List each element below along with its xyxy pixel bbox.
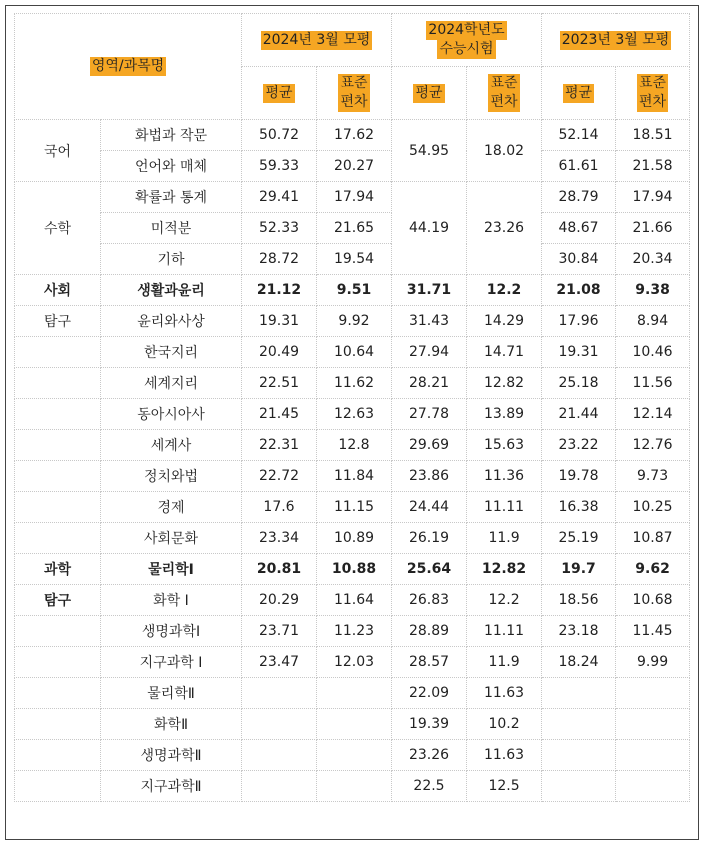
- value-cell: [242, 678, 317, 709]
- value-cell: 11.23: [317, 616, 392, 647]
- area-science-line1: 과학: [15, 554, 101, 585]
- value-cell: 9.92: [317, 306, 392, 337]
- value-cell: [317, 771, 392, 802]
- value-cell: 19.39: [392, 709, 467, 740]
- table-row: [15, 585, 690, 616]
- value-cell: 10.87: [616, 523, 690, 554]
- table-row: [15, 740, 690, 771]
- value-cell: 10.46: [616, 337, 690, 368]
- area-empty: [15, 492, 101, 523]
- value-cell: 31.71: [392, 275, 467, 306]
- value-cell: [242, 740, 317, 771]
- value-cell: 27.78: [392, 399, 467, 430]
- value-cell: 11.64: [317, 585, 392, 616]
- value-cell: 23.47: [242, 647, 317, 678]
- subject-cell: 화학Ⅱ: [101, 709, 242, 740]
- area-empty: [15, 740, 101, 771]
- value-cell: 9.99: [616, 647, 690, 678]
- value-cell: 12.8: [317, 430, 392, 461]
- value-cell: 12.82: [467, 554, 542, 585]
- value-cell: 18.56: [542, 585, 616, 616]
- value-cell: 26.19: [392, 523, 467, 554]
- value-cell: 10.64: [317, 337, 392, 368]
- subject-cell: 세계지리: [101, 368, 242, 399]
- value-cell: 10.89: [317, 523, 392, 554]
- subject-cell: 한국지리: [101, 337, 242, 368]
- value-cell: 28.57: [392, 647, 467, 678]
- value-cell: 29.41: [242, 182, 317, 213]
- value-cell: 22.5: [392, 771, 467, 802]
- value-cell: 17.96: [542, 306, 616, 337]
- value-cell: 11.15: [317, 492, 392, 523]
- table-row: [15, 430, 690, 461]
- value-cell: 23.34: [242, 523, 317, 554]
- value-cell: [616, 678, 690, 709]
- value-cell: 20.29: [242, 585, 317, 616]
- value-cell: 21.12: [242, 275, 317, 306]
- avg-header: 평균: [542, 67, 616, 120]
- value-cell: 14.71: [467, 337, 542, 368]
- table-row: [15, 647, 690, 678]
- avg-header: 평균: [392, 67, 467, 120]
- value-cell: 22.51: [242, 368, 317, 399]
- value-cell: 25.19: [542, 523, 616, 554]
- value-cell: 19.78: [542, 461, 616, 492]
- value-cell: 22.09: [392, 678, 467, 709]
- area-empty: [15, 430, 101, 461]
- value-cell: 11.63: [467, 740, 542, 771]
- value-cell: 28.89: [392, 616, 467, 647]
- value-cell: 24.44: [392, 492, 467, 523]
- value-cell: 18.51: [616, 120, 690, 151]
- value-cell: 11.62: [317, 368, 392, 399]
- area-empty: [15, 399, 101, 430]
- value-cell: 19.31: [242, 306, 317, 337]
- col-2024-march-header: 2024년 3월 모평: [242, 14, 392, 67]
- subject-cell: 윤리와사상: [101, 306, 242, 337]
- avg-header: 평균: [242, 67, 317, 120]
- value-cell: 21.65: [317, 213, 392, 244]
- value-cell: 11.9: [467, 647, 542, 678]
- area-science-line2: 탐구: [15, 585, 101, 616]
- table-row: [15, 709, 690, 740]
- subject-cell: 확률과 통계: [101, 182, 242, 213]
- table-row: [15, 213, 690, 244]
- value-cell: 20.34: [616, 244, 690, 275]
- area-empty: [15, 523, 101, 554]
- header-row-1: [15, 14, 690, 67]
- subject-cell: 세계사: [101, 430, 242, 461]
- value-cell: 25.64: [392, 554, 467, 585]
- value-cell: 52.33: [242, 213, 317, 244]
- area-empty: [15, 709, 101, 740]
- table-row: [15, 368, 690, 399]
- value-cell: 18.24: [542, 647, 616, 678]
- area-empty: [15, 616, 101, 647]
- value-cell: 10.2: [467, 709, 542, 740]
- value-cell: 28.21: [392, 368, 467, 399]
- subject-cell: 생활과윤리: [101, 275, 242, 306]
- table-row: [15, 120, 690, 151]
- value-cell: 23.86: [392, 461, 467, 492]
- value-cell: 29.69: [392, 430, 467, 461]
- value-cell: 12.14: [616, 399, 690, 430]
- value-cell: 12.03: [317, 647, 392, 678]
- subject-cell: 지구과학Ⅱ: [101, 771, 242, 802]
- value-cell: 18.02: [467, 120, 542, 182]
- value-cell: 11.56: [616, 368, 690, 399]
- value-cell: 44.19: [392, 182, 467, 275]
- table-row: [15, 337, 690, 368]
- value-cell: 9.51: [317, 275, 392, 306]
- area-empty: [15, 771, 101, 802]
- value-cell: [242, 771, 317, 802]
- area-empty: [15, 647, 101, 678]
- table-row: [15, 399, 690, 430]
- value-cell: [542, 771, 616, 802]
- value-cell: 11.45: [616, 616, 690, 647]
- value-cell: 12.2: [467, 585, 542, 616]
- value-cell: 19.31: [542, 337, 616, 368]
- value-cell: 50.72: [242, 120, 317, 151]
- value-cell: 23.22: [542, 430, 616, 461]
- value-cell: 23.18: [542, 616, 616, 647]
- value-cell: 12.63: [317, 399, 392, 430]
- value-cell: 21.58: [616, 151, 690, 182]
- area-subject-header: [15, 14, 242, 120]
- value-cell: [542, 740, 616, 771]
- table-row: [15, 523, 690, 554]
- area-empty: [15, 368, 101, 399]
- value-cell: 22.31: [242, 430, 317, 461]
- value-cell: 25.18: [542, 368, 616, 399]
- value-cell: 9.38: [616, 275, 690, 306]
- subject-cell: 경제: [101, 492, 242, 523]
- value-cell: 54.95: [392, 120, 467, 182]
- value-cell: 10.68: [616, 585, 690, 616]
- subject-cell: 물리학I: [101, 554, 242, 585]
- subject-cell: 정치와법: [101, 461, 242, 492]
- value-cell: [242, 709, 317, 740]
- value-cell: [542, 678, 616, 709]
- value-cell: 9.62: [616, 554, 690, 585]
- table-row: [15, 244, 690, 275]
- area-math: 수학: [15, 182, 101, 275]
- value-cell: 17.94: [616, 182, 690, 213]
- value-cell: 8.94: [616, 306, 690, 337]
- value-cell: 14.29: [467, 306, 542, 337]
- value-cell: 59.33: [242, 151, 317, 182]
- subject-cell: 지구과학 I: [101, 647, 242, 678]
- table-row: [15, 182, 690, 213]
- value-cell: 23.71: [242, 616, 317, 647]
- area-subject-label: 영역/과목명: [91, 58, 165, 74]
- value-cell: 28.72: [242, 244, 317, 275]
- value-cell: [317, 709, 392, 740]
- subject-cell: 언어와 매체: [101, 151, 242, 182]
- value-cell: 52.14: [542, 120, 616, 151]
- value-cell: [616, 771, 690, 802]
- table-row: [15, 461, 690, 492]
- value-cell: 30.84: [542, 244, 616, 275]
- value-cell: 11.84: [317, 461, 392, 492]
- area-social-line1: 사회: [15, 275, 101, 306]
- area-korean: 국어: [15, 120, 101, 182]
- value-cell: 21.45: [242, 399, 317, 430]
- area-empty: [15, 337, 101, 368]
- value-cell: 17.94: [317, 182, 392, 213]
- subject-cell: 사회문화: [101, 523, 242, 554]
- value-cell: 23.26: [467, 182, 542, 275]
- value-cell: 11.11: [467, 492, 542, 523]
- value-cell: 26.83: [392, 585, 467, 616]
- subject-cell: 동아시아사: [101, 399, 242, 430]
- value-cell: 17.62: [317, 120, 392, 151]
- subject-cell: 생명과학Ⅱ: [101, 740, 242, 771]
- value-cell: [616, 740, 690, 771]
- subject-cell: 기하: [101, 244, 242, 275]
- table-row: [15, 616, 690, 647]
- value-cell: 61.61: [542, 151, 616, 182]
- value-cell: 11.11: [467, 616, 542, 647]
- subject-cell: 미적분: [101, 213, 242, 244]
- value-cell: 10.88: [317, 554, 392, 585]
- value-cell: 48.67: [542, 213, 616, 244]
- value-cell: [317, 678, 392, 709]
- value-cell: 21.44: [542, 399, 616, 430]
- value-cell: 19.7: [542, 554, 616, 585]
- value-cell: [542, 709, 616, 740]
- area-social-line2: 탐구: [15, 306, 101, 337]
- sd-header: 표준 편차: [616, 67, 690, 120]
- value-cell: 28.79: [542, 182, 616, 213]
- value-cell: 20.49: [242, 337, 317, 368]
- value-cell: 11.9: [467, 523, 542, 554]
- value-cell: 12.82: [467, 368, 542, 399]
- subject-cell: 물리학Ⅱ: [101, 678, 242, 709]
- value-cell: 21.66: [616, 213, 690, 244]
- score-table: [14, 13, 690, 802]
- value-cell: 17.6: [242, 492, 317, 523]
- value-cell: 20.81: [242, 554, 317, 585]
- value-cell: 13.89: [467, 399, 542, 430]
- value-cell: [616, 709, 690, 740]
- subject-cell: 생명과학I: [101, 616, 242, 647]
- value-cell: 23.26: [392, 740, 467, 771]
- col-2024-csat-header: 2024학년도 수능시험: [392, 14, 542, 67]
- value-cell: 11.63: [467, 678, 542, 709]
- value-cell: 31.43: [392, 306, 467, 337]
- value-cell: 15.63: [467, 430, 542, 461]
- value-cell: 27.94: [392, 337, 467, 368]
- table-row: [15, 151, 690, 182]
- subject-cell: 화법과 작문: [101, 120, 242, 151]
- value-cell: 20.27: [317, 151, 392, 182]
- value-cell: 9.73: [616, 461, 690, 492]
- col-2023-march-header: 2023년 3월 모평: [542, 14, 690, 67]
- subject-cell: 화학 I: [101, 585, 242, 616]
- value-cell: 16.38: [542, 492, 616, 523]
- sd-header: 표준 편차: [317, 67, 392, 120]
- table-row: [15, 554, 690, 585]
- value-cell: 21.08: [542, 275, 616, 306]
- value-cell: 12.2: [467, 275, 542, 306]
- area-empty: [15, 461, 101, 492]
- table-row: [15, 771, 690, 802]
- value-cell: 12.5: [467, 771, 542, 802]
- table-row: [15, 492, 690, 523]
- table-row: [15, 306, 690, 337]
- table-row: [15, 678, 690, 709]
- sd-header: 표준 편차: [467, 67, 542, 120]
- value-cell: 11.36: [467, 461, 542, 492]
- area-empty: [15, 678, 101, 709]
- value-cell: [317, 740, 392, 771]
- value-cell: 22.72: [242, 461, 317, 492]
- table-row: [15, 275, 690, 306]
- value-cell: 19.54: [317, 244, 392, 275]
- value-cell: 10.25: [616, 492, 690, 523]
- value-cell: 12.76: [616, 430, 690, 461]
